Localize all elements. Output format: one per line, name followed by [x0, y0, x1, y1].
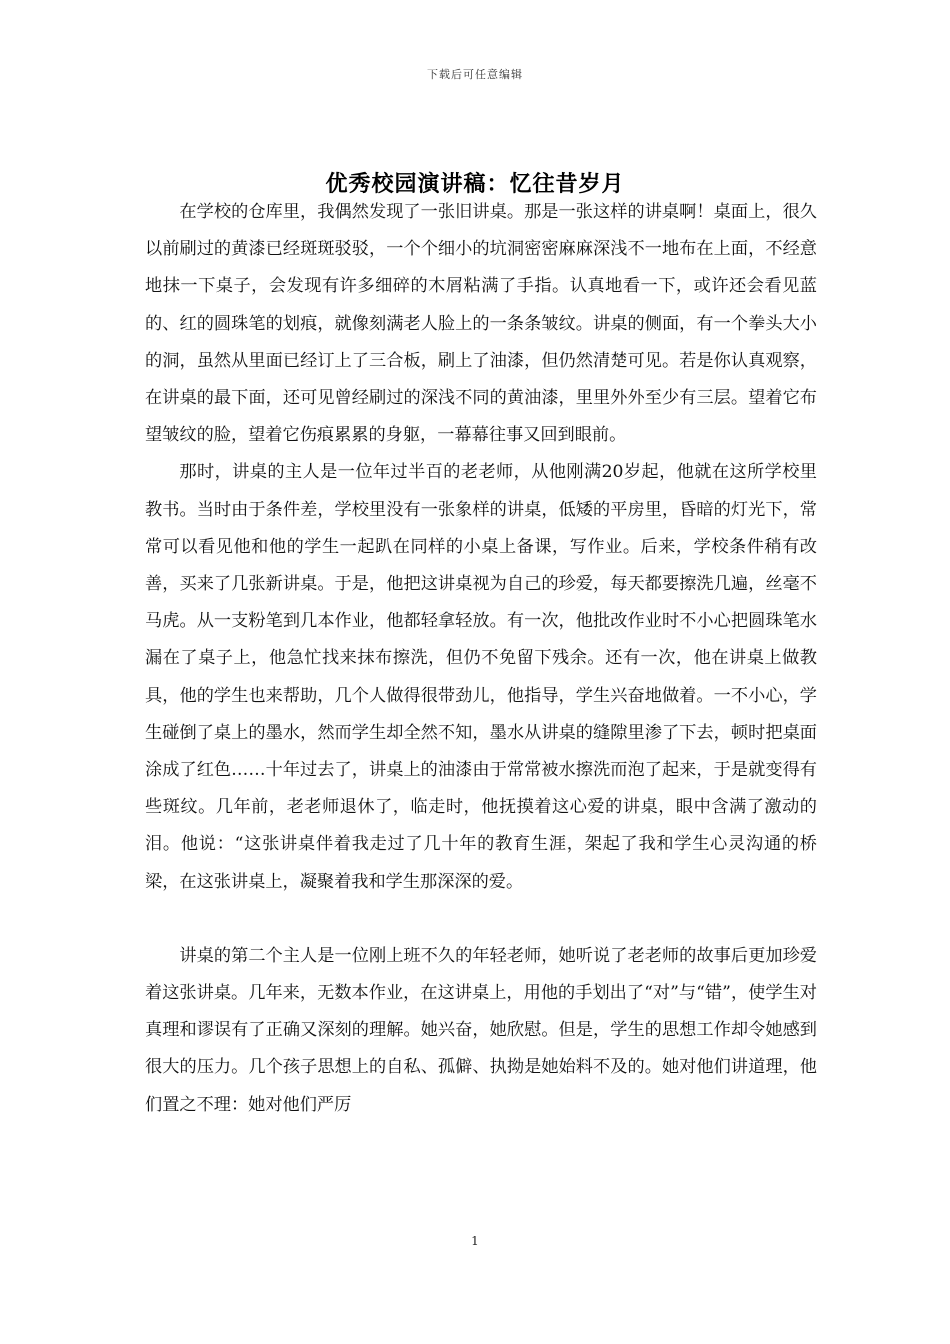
paragraph-3: 讲桌的第二个主人是一位刚上班不久的年轻老师，她听说了老老师的故事后更加珍爱着这张讲桌。几年来，无数本作业，在这讲桌上，用他的手划出了“对”与“错”，使学生对真理和谬误有了正确又深刻的理解。她兴奋，她欣慰。但是，学生的思想工作却令她感到很大的压力。几个孩子思想上的自私、孤僻、执拗是她始料不及的。她对他们讲道理，他们置之不理：她对他们严厉 — [145, 945, 817, 1115]
page-header-note: 下载后可任意编辑 — [427, 68, 523, 81]
paragraph-1: 在学校的仓库里，我偶然发现了一张旧讲桌。那是一张这样的讲桌啊！桌面上，很久以前刷过的黄漆已经斑斑驳驳，一个个细小的坑洞密密麻麻深浅不一地布在上面，不经意地抹一下桌子，会发现有许多细碎的木屑粘满了手指。认真地看一下，或许还会看见蓝的、红的圆珠笔的划痕，就像刻满老人脸上的一条条皱纹。讲桌的侧面，有一个拳头大小的洞，虽然从里面已经订上了三合板，刷上了油漆，但仍然清楚可见。若是你认真观察，在讲桌的最下面，还可见曾经刷过的深浅不同的黄油漆，里里外外至少有三层。望着它布望皱纹的脸，望着它伤痕累累的身躯，一幕幕往事又回到眼前。 — [145, 202, 817, 446]
paragraph-2: 那时，讲桌的主人是一位年过半百的老老师，从他刚满20岁起，他就在这所学校里教书。当时由于条件差，学校里没有一张象样的讲桌，低矮的平房里，昏暗的灯光下，常常可以看见他和他的学生一起趴在同样的小桌上备课，写作业。后来，学校条件稍有改善，买来了几张新讲桌。于是，他把这讲桌视为自己的珍爱，每天都要擦洗几遍，丝毫不马虎。从一支粉笔到几本作业，他都轻拿轻放。有一次，他批改作业时不小心把圆珠笔水漏在了桌子上，他急忙找来抹布擦洗，但仍不免留下残余。还有一次，他在讲桌上做教具，他的学生也来帮助，几个人做得很带劲儿，他指导，学生兴奋地做着。一不小心，学生碰倒了桌上的墨水，然而学生却全然不知，墨水从讲桌的缝隙里渗了下去，顿时把桌面涂成了红色……十年过去了，讲桌上的油漆由于常常被水擦洗而泡了起来，于是就变得有些斑纹。几年前，老老师退休了，临走时，他抚摸着这心爱的讲桌，眼中含满了激动的泪。他说：“这张讲桌伴着我走过了几十年的教育生涯，架起了我和学生心灵沟通的桥梁，在这张讲桌上，凝聚着我和学生那深深的爱。 — [145, 462, 817, 892]
page-number: 1 — [471, 1234, 479, 1248]
document-title: 优秀校园演讲稿：忆往昔岁月 — [325, 170, 625, 197]
document-body — [145, 194, 817, 1124]
paragraph-spacer — [145, 901, 817, 938]
